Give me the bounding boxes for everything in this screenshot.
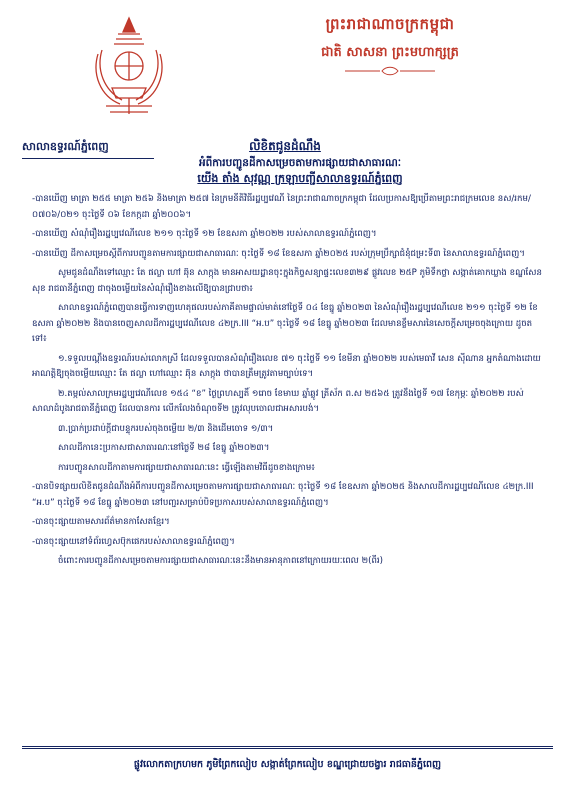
document-body [32,192,542,574]
body-paragraph: -បានឃើញ មាត្រា ២៥៥ មាត្រា ២៥៦ និងមាត្រា ២៥៧ នៃក្រមនីតិវិធីរដ្ឋប្បវេណី នៃព្រះរាជាណាចក្រកម្ពុជា ដែលប្រកាសឱ្យប្រើតាមព្រះរាជក្រមលេខ នស/រកម/០៧០៦/០២១ ចុះថ្ងៃទី ០៦ ខែកក្កដា ឆ្នាំ២០០៦។ [32,194,531,220]
footer-rule-secondary [22,748,553,749]
subject-line-2: យើង តាំង សុវណ្ណ ក្រឡាបញ្ជីសាលាឧទ្ធរណ៍ភ្នំពេញ [197,172,403,185]
body-paragraph: សាលាឧទ្ធរណ៍ភ្នំពេញបានធ្វើការទាញហេតុផលរបស់ភាគីតាមផ្ទាល់មាត់នៅថ្ងៃទី ០៤ ខែធ្នូ ឆ្នាំ២០២៣ នៃសំណុំរឿងរដ្ឋប្បវេណីលេខ ២១១ ចុះថ្ងៃទី ១២ ខែឧសភា ឆ្នាំ២០២២ និងបានចេញសាលដីការដ្ឋប្បវេណីលេខ ៤២ក្រ.III “អ.ប” ចុះថ្ងៃទី ១៨ ខែធ្នូ ឆ្នាំ២០២៣ ដែលមានខ្លឹមសារនៃសេចក្តីសម្រេចចុងក្រោយ ដូចតទៅ៖ [32,303,538,344]
subject-line-1: អំពីការបញ្ជូនដីកាសម្រេចតាមការផ្សាយជាសាធារណៈ [198,157,402,169]
body-paragraph: ចំពោះការបញ្ជូនដីកាសម្រេចតាមការផ្សាយជាសាធារណៈនេះនឹងមានអានុភាពនៅក្រោយរយៈពេល ២(ពីរ) [58,556,383,566]
ornament-divider-icon [340,65,440,77]
body-paragraph: -បានឃើញ ដីកាសម្រេចស្តីពីការបញ្ជូនតាមការផ្សាយជាសាធារណៈ ចុះថ្ងៃទី ១៨ ខែឧសភា ឆ្នាំ២០២៥ របស់ក្រុមប្រឹក្សាជំនុំជម្រះទី៣ នៃសាលាឧទ្ធរណ៍ភ្នំពេញ។ [32,248,525,259]
body-paragraph: -បានបិទផ្សាយលិខិតជូនដំណឹងអំពីការបញ្ជូនដីកាសម្រេចតាមការផ្សាយជាសាធារណៈ ចុះថ្ងៃទី ១៨ ខែឧសភា ឆ្នាំ២០២៥ និងសាលដីការដ្ឋប្បវេណីលេខ ៤២ក្រ.III “អ.ប” ចុះថ្ងៃទី ១៨ ខែធ្នូ ឆ្នាំ២០២៣ នៅបញ្ជរសម្រាប់បិទប្រកាសរបស់សាលាឧទ្ធរណ៍ភ្នំពេញ។ [32,482,534,508]
body-paragraph: -បានចុះផ្សាយនៅទំព័រហ្វេសប៊ុកផេករបស់សាលាឧទ្ធរណ៍ភ្នំពេញ។ [32,536,235,547]
document-title: លិខិតជូនដំណឹង [249,139,321,153]
court-underline [22,158,154,159]
body-paragraph: -បានឃើញ សំណុំរឿងរដ្ឋប្បវេណីលេខ ២១១ ចុះថ្ងៃទី ១២ ខែឧសភា ឆ្នាំ២០២២ របស់សាលាឧទ្ធរណ៍ភ្នំពេញ។ [32,229,377,239]
body-paragraph: ១.ទទួលបណ្តឹងឧទ្ធរណ៍របស់លោកស្រី ដែលទទួលបានសំណុំរឿងលេខ ៧១ ចុះថ្ងៃទី ១១ ខែមីនា ឆ្នាំ២០២២ របស់មេធាវី សេន ស៊ីណាន អ្នកតំណាងដោយអាណត្តិឱ្យចុងចម្លើយឈ្មោះ តែ ផល្លា ហៅឈ្មោះ ឆ៊ុន សាក្កុង ថាបានត្រឹមត្រូវតាមច្បាប់ទេ។ [32,353,541,379]
body-paragraph: ២.តម្កល់សាលក្រមរដ្ឋប្បវេណីលេខ ១៥៤ “ខ” ថ្ងៃព្រហស្បតិ៍ ១រោច ខែមាឃ ឆ្នាំឆ្លូវ ត្រីស័ក ព.ស ២៥៦៥ ត្រូវនឹងថ្ងៃទី ១៧ ខែកុម្ភៈ ឆ្នាំ២០២២ របស់សាលាដំបូងរាជធានីភ្នំពេញ ដែលបានការ លើកលែងចំណុចទី២ ត្រូវលុបចោលជាអសារបង់។ [32,388,524,414]
issuing-court-name: សាលាឧទ្ធរណ៍ភ្នំពេញ [22,140,109,153]
body-paragraph: សូមជូនដំណឹងទៅឈ្មោះ តែ ផល្លា ហៅ ឆ៊ុន សាក្កុង មានអាសយដ្ឋានចុះក្នុងកិច្ចសន្យាផ្ទះលេខ៣២៩ ផ្លូវលេខ ២៥P ភូមិទឹកថ្លា សង្កាត់គោកឃ្លាង ខណ្ឌសែនសុខ រាជធានីភ្នំពេញ ជាចុងចម្លើយនៃសំណុំរឿងខាងលើឱ្យបានជ្រាបថា៖ [32,268,542,294]
royal-emblem-icon [80,14,178,120]
kingdom-title: ព្រះរាជាណាចក្រកម្ពុជា [325,15,455,33]
footer-address: ផ្លូវលោកតាក្រហមក ភូមិព្រែកលៀប សង្កាត់ព្រែកលៀប ខណ្ឌជ្រោយចង្វារ រាជធានីភ្នំពេញ [133,759,442,770]
body-paragraph: -បានចុះផ្សាយតាមសារព័ត៌មានកាសែតខ្មែរ។ [32,517,170,527]
header [225,14,555,81]
national-motto: ជាតិ សាសនា ព្រះមហាក្សត្រ [321,45,459,60]
footer-rule [22,746,553,747]
body-paragraph: ការបញ្ជូនសាលដីកាតាមការផ្សាយជាសាធារណៈនេះ ធ្វើឡើងតាមវិធីដូចខាងក្រោម៖ [58,462,316,473]
body-paragraph: ៣.ប្រាក់ប្រដាប់ក្តីជាបន្ទុករបស់ចុងចម្លើយ ២/៣ និងដើមចោទ ១/៣។ [58,423,274,434]
document-subject [140,155,460,187]
body-paragraph: សាលដីកានេះប្រកាសជាសាធារណៈនៅថ្ងៃទី ២៨ ខែធ្នូ ឆ្នាំ២០២៣។ [58,443,270,453]
